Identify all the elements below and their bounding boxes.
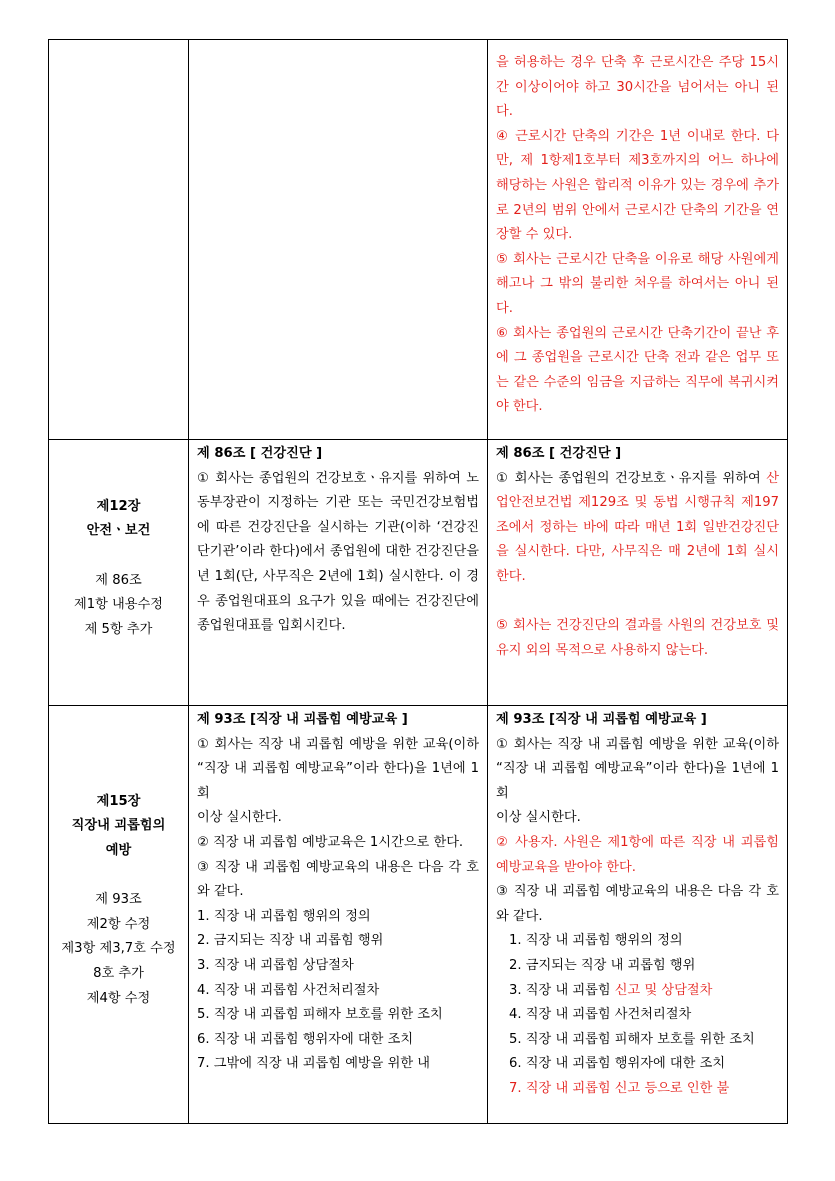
paragraph: ⑤ 회사는 근로시간 단축을 이유로 해당 사원에게 해고나 그 밖의 불리한 처우를 하여서는 아니 된다. <box>496 251 779 316</box>
paragraph: ① 회사는 직장 내 괴롭힘 예방을 위한 교육(이하 “직장 내 괴롭힘 예방교육”이라 한다)을 1년에 1회 <box>496 736 779 801</box>
article-title: 제 86조 [ 건강진단 ] <box>496 446 622 461</box>
list-item: 1. 직장 내 괴롭힘 행위의 정의 <box>197 908 371 924</box>
side-cell <box>49 440 189 706</box>
list-item: 7. 그밖에 직장 내 괴롭힘 예방을 위한 내 <box>197 1056 431 1072</box>
old-cell-empty <box>189 40 488 440</box>
paragraph: ③ 직장 내 괴롭힘 예방교육의 내용은 다음 각 호와 같다. <box>496 884 779 924</box>
change-note: 제2항 수정 <box>86 916 151 932</box>
list-item: 1. 직장 내 괴롭힘 행위의 정의 <box>509 933 683 949</box>
list-item: 4. 직장 내 괴롭힘 사건처리절차 <box>197 982 380 998</box>
new-cell-continuation <box>488 40 788 440</box>
list-item: 6. 직장 내 괴롭힘 행위자에 대한 조치 <box>509 1056 726 1072</box>
side-cell <box>49 706 189 1124</box>
paragraph: ① 회사는 종업원의 건강보호ㆍ유지를 위하여 산업안전보건법 제129조 및 동법 시행규칙 제197조에서 정하는 바에 따라 매년 1회 일반건강진단을 실시한다. 다만, 사무직은 매 2년에 1회 실시한다. <box>496 470 779 584</box>
side-cell-empty <box>49 40 189 440</box>
table-row <box>49 40 788 440</box>
table-row <box>49 440 788 706</box>
article-title: 제 93조 [직장 내 괴롭힘 예방교육 ] <box>197 712 408 727</box>
article-number: 제 86조 <box>95 572 142 588</box>
list-item: 5. 직장 내 괴롭힘 피해자 보호를 위한 조치 <box>509 1031 755 1047</box>
old-cell <box>189 706 488 1124</box>
change-note: 제1항 내용수정 <box>73 597 164 613</box>
paragraph: ① 회사는 직장 내 괴롭힘 예방을 위한 교육(이하 “직장 내 괴롭힘 예방교육”이라 한다)을 1년에 1회 <box>197 736 479 801</box>
table-row <box>49 706 788 1124</box>
new-cell <box>488 706 788 1124</box>
paragraph: ④ 근로시간 단축의 기간은 1년 이내로 한다. 다만, 제 1항제1호부터 제3호까지의 어느 하나에 해당하는 사원은 합리적 이유가 있는 경우에 추가로 2년의 범위 안에서 근로시간 단축의 기간을 연장할 수 있다. <box>496 128 779 243</box>
chapter-title: 예방 <box>105 843 132 859</box>
new-cell <box>488 440 788 706</box>
paragraph: ② 사용자. 사원은 제1항에 따른 직장 내 괴롭힘 예방교육을 받아야 한다. <box>496 834 779 875</box>
list-item: 3. 직장 내 괴롭힘 신고 및 상담절차 <box>509 982 713 998</box>
chapter-number: 제12장 <box>96 498 141 514</box>
paragraph: ⑤ 회사는 건강진단의 결과를 사원의 건강보호 및 유지 외의 목적으로 사용하지 않는다. <box>496 618 779 658</box>
list-item: 5. 직장 내 괴롭힘 피해자 보호를 위한 조치 <box>197 1007 443 1023</box>
list-item: 6. 직장 내 괴롭힘 행위자에 대한 조치 <box>197 1031 414 1047</box>
article-title: 제 93조 [직장 내 괴롭힘 예방교육 ] <box>496 712 707 727</box>
chapter-title: 안전ㆍ보건 <box>86 523 151 539</box>
list-item: 2. 금지되는 직장 내 괴롭힘 행위 <box>197 933 384 949</box>
list-item: 4. 직장 내 괴롭힘 사건처리절차 <box>509 1007 692 1023</box>
old-cell <box>189 440 488 706</box>
article-number: 제 93조 <box>95 892 142 908</box>
paragraph: ⑥ 회사는 종업원의 근로시간 단축기간이 끝난 후에 그 종업원을 근로시간 단축 전과 같은 업무 또는 같은 수준의 임금을 지급하는 직무에 복귀시켜야 한다. <box>496 325 779 415</box>
list-item: 7. 직장 내 괴롭힘 신고 등으로 인한 불 <box>509 1080 730 1096</box>
paragraph: 을 허용하는 경우 단축 후 근로시간은 주당 15시간 이상이어야 하고 30시간을 넘어서는 아니 된다. <box>496 55 779 120</box>
change-note: 제 5항 추가 <box>84 621 153 637</box>
paragraph: 이상 실시한다. <box>496 810 581 826</box>
paragraph: ② 직장 내 괴롭힘 예방교육은 1시간으로 한다. <box>197 834 464 850</box>
list-item: 3. 직장 내 괴롭힘 상담절차 <box>197 957 354 973</box>
change-note: 8호 추가 <box>93 965 144 981</box>
change-note: 제3항 제3,7호 수정 <box>61 941 176 957</box>
chapter-number: 제15장 <box>96 793 141 809</box>
chapter-title: 직장내 괴롭힘의 <box>71 818 166 834</box>
article-title: 제 86조 [ 건강진단 ] <box>197 446 323 461</box>
list-item: 2. 금지되는 직장 내 괴롭힘 행위 <box>509 957 696 973</box>
revision-table <box>48 39 788 1124</box>
paragraph: 이상 실시한다. <box>197 810 282 826</box>
paragraph: ③ 직장 내 괴롭힘 예방교육의 내용은 다음 각 호와 같다. <box>197 859 479 900</box>
paragraph: ① 회사는 종업원의 건강보호ㆍ유지를 위하여 노동부장관이 지정하는 기관 또는 국민건강보험법에 따른 건강진단을 실시하는 기관(이하 ‘건강진단기관’이라 한다)에서 종업원에 대한 건강진단을 년 1회(단, 사무직은 2년에 1회) 실시한다. 이 경우 종업원대표의 요구가 있을 때에는 건강진단에 종업원대표를 입회시킨다. <box>197 470 479 634</box>
change-note: 제4항 수정 <box>86 990 151 1006</box>
